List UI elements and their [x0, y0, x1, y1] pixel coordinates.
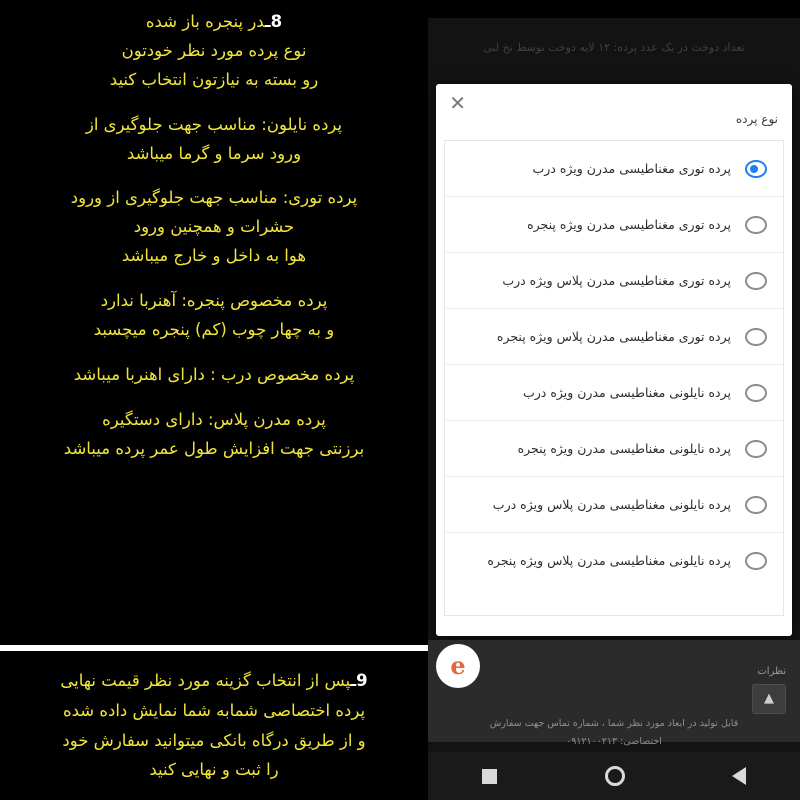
curtain-type-option-list[interactable] [444, 140, 784, 616]
annotation-step-8 [0, 0, 428, 645]
list-item[interactable] [445, 253, 783, 309]
annotation-step-9 [0, 645, 428, 800]
option-label: پرده نایلونی مغناطیسی مدرن پلاس ویژه پنجره [487, 553, 731, 569]
note-line: ورود سرما و گرما میباشد [126, 143, 302, 163]
note-line: نوع پرده مورد نظر خودتون [121, 40, 307, 60]
nav-home-icon[interactable] [605, 766, 625, 786]
radio-icon[interactable] [745, 496, 767, 514]
note-line: و به چهار چوب (کم) پنجره میچسبد [93, 319, 335, 339]
radio-icon[interactable] [745, 216, 767, 234]
phone-screenshot [428, 0, 800, 800]
note-block [14, 406, 414, 464]
list-item[interactable] [445, 477, 783, 533]
note-line: هوا به داخل و خارج میباشد [121, 246, 307, 266]
note-line: پرده اختصاصی شمابه شما نمایش داده شده [62, 700, 366, 720]
option-label: پرده نایلونی مغناطیسی مدرن ویژه درب [522, 384, 731, 400]
list-item[interactable] [445, 309, 783, 365]
note-line: پرده مدرن پلاس: دارای دستگیره [102, 409, 326, 429]
nav-recent-icon[interactable] [482, 769, 497, 784]
note-block [14, 8, 414, 95]
radio-icon[interactable] [745, 160, 767, 178]
step-number-9: 9ـ [350, 671, 368, 691]
close-icon[interactable]: ✕ [446, 90, 472, 116]
list-item[interactable] [445, 365, 783, 421]
scroll-to-top-button[interactable]: ▲ [752, 684, 786, 714]
brand-logo [436, 644, 480, 688]
dialog-header [436, 84, 792, 140]
footer-line-2: اختصاصی: ۰۹۱۲۱۰۰۲۱۳ [566, 736, 662, 747]
note-line [14, 8, 414, 37]
radio-icon[interactable] [745, 384, 767, 402]
option-label: پرده توری مغناطیسی مدرن ویژه پنجره [527, 216, 731, 232]
note-line: پرده توری: مناسب جهت جلوگیری از ورود [70, 188, 358, 208]
comments-section-label: نظرات [757, 666, 786, 677]
note-text: در پنجره باز شده [145, 12, 265, 31]
list-item[interactable] [445, 141, 783, 197]
note-line: پرده مخصوص درب : دارای اهنربا میباشد [73, 364, 355, 384]
note-line: پرده نایلون: مناسب جهت جلوگیری از [85, 114, 343, 134]
note-text: پس از انتخاب گزینه مورد نظر قیمت نهایی [60, 671, 351, 691]
radio-icon[interactable] [745, 552, 767, 570]
step-number-8: 8ـ [264, 12, 283, 31]
note-line: پرده مخصوص پنجره: آهنربا ندارد [100, 291, 328, 310]
option-label: پرده توری مغناطیسی مدرن پلاس ویژه درب [502, 272, 731, 288]
note-block [14, 111, 414, 169]
option-label: پرده نایلونی مغناطیسی مدرن ویژه پنجره [517, 440, 731, 456]
option-label: پرده توری مغناطیسی مدرن ویژه درب [532, 160, 731, 176]
nav-back-icon[interactable] [732, 767, 746, 785]
option-label: پرده نایلونی مغناطیسی مدرن پلاس ویژه درب [492, 496, 731, 512]
option-label: پرده توری مغناطیسی مدرن پلاس ویژه پنجره [496, 328, 731, 344]
curtain-type-dialog [436, 84, 792, 636]
dialog-title: نوع پرده [735, 112, 778, 126]
list-item[interactable] [445, 533, 783, 589]
radio-icon[interactable] [745, 272, 767, 290]
android-navigation-bar [428, 752, 800, 800]
note-line: رو بسته به نیازتون انتخاب کنید [109, 69, 319, 89]
footer-line-1: قابل تولید در ابعاد مورد نظر شما ، شماره تماس جهت سفارش [489, 718, 739, 729]
note-line: را ثبت و نهایی کنید [149, 760, 279, 780]
note-block [14, 287, 414, 345]
radio-icon[interactable] [745, 440, 767, 458]
note-block [14, 361, 414, 390]
note-line [14, 666, 414, 696]
list-item[interactable] [445, 197, 783, 253]
note-line: حشرات و همچنین ورود [133, 217, 295, 237]
note-line: برزنتی جهت افزایش طول عمر پرده میباشد [63, 438, 365, 458]
note-block [14, 184, 414, 271]
list-item[interactable] [445, 421, 783, 477]
brand-glyph: e [450, 651, 466, 680]
radio-icon[interactable] [745, 328, 767, 346]
note-line: و از طریق درگاه بانکی میتوانید سفارش خود [62, 730, 366, 750]
